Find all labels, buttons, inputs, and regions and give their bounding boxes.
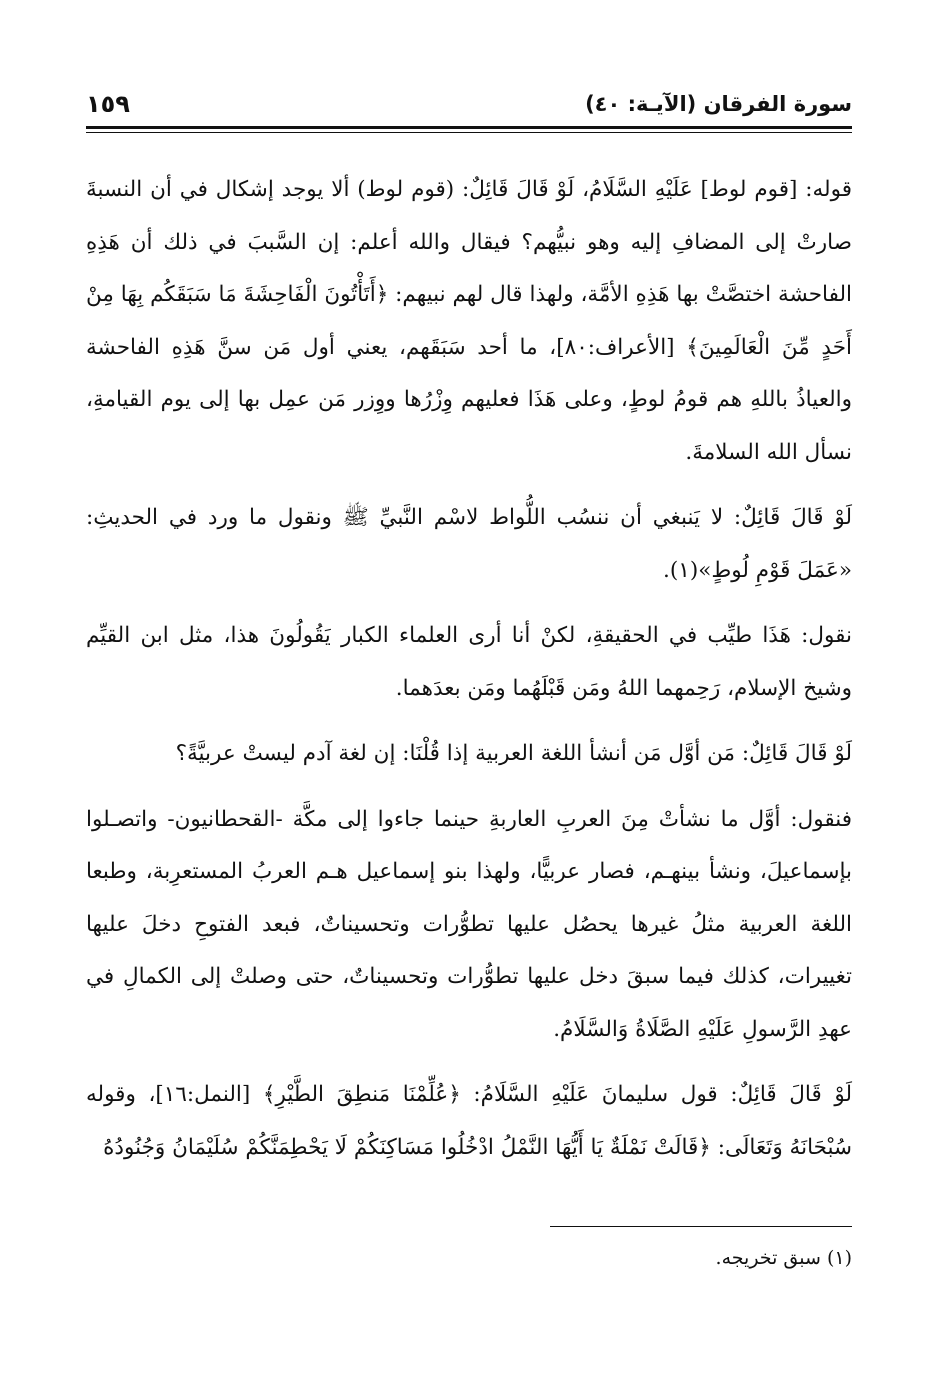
header-rule-thin	[86, 132, 852, 133]
page-number: ١٥٩	[86, 90, 130, 118]
paragraph-6: لَوْ قَالَ قَائِلٌ: قول سليمانَ عَلَيْهِ السَّلَامُ: ﴿عُلِّمْنَا مَنطِقَ الطَّيْرِ﴾ [النمل:١٦]، وقوله سُبْحَانَهُ وَتَعَالَى: ﴿قَالَتْ نَمْلَةٌ يَا أَيُّهَا النَّمْلُ ادْخُلُوا مَسَاكِنَكُمْ لَا يَحْطِمَنَّكُمْ سُلَيْمَانُ وَجُنُودُهُ	[86, 1082, 852, 1160]
running-title: سورة الفرقان (الآيـة: ٤٠)	[585, 92, 852, 116]
paragraph-1: قوله: [قوم لوط] عَلَيْهِ السَّلَامُ، لَوْ قَالَ قَائِلٌ: (قوم لوط) ألا يوجد إشكال في أن النسبةَ صارتْ إلى المضافِ إليه وهو نبيُّهم؟ فيقال والله أعلم: إن السَّببَ في ذلك أن هَذِهِ الفاحشة اختصَّتْ بها هَذِهِ الأمَّة، ولهذا قال لهم نبيهم: ﴿أَتَأْتُونَ الْفَاحِشَةَ مَا سَبَقَكُم بِهَا مِنْ أَحَدٍ مِّنَ الْعَالَمِينَ﴾ [الأعراف:٨٠]، ما أحد سَبَقَهم، يعني أول مَن سنَّ هَذِهِ الفاحشة والعياذُ باللهِ هم قومُ لوطٍ، وعلى هَذَا فعليهم وِزْرُها ووِزر مَن عمِل بها إلى يوم القيامةِ، نسأل الله السلامةَ.	[86, 177, 852, 465]
paragraph-4: لَوْ قَالَ قَائِلٌ: مَن أوَّل مَن أنشأ اللغة العربية إذا قُلْنَا: إن لغة آدم ليستْ عربيَّةً؟	[175, 741, 852, 766]
paragraph-2: لَوْ قَالَ قَائِلٌ: لا يَنبغي أن ننسُب اللُّواط لاسْم النَّبيِّ ﷺ ونقول ما ورد في الحديثِ: «عَمَلَ قَوْمِ لُوطٍ»(١).	[86, 505, 852, 583]
page-header	[86, 86, 852, 128]
footnote: (١) سبق تخريجه.	[715, 1247, 852, 1269]
footnote-separator	[550, 1226, 852, 1227]
paragraph-5: فنقول: أوَّل ما نشأتْ مِنَ العربِ العاربةِ حينما جاءوا إلى مكَّة -القحطانيون- واتصـلوا بإسماعيلَ، ونشأ بينهـم، فصار عربيًّا، ولهذا بنو إسماعيل هـم العربُ المستعرِبة، وطبعا اللغة العربية مثلُ غيرها يحصُل عليها تطوُّرات وتحسيناتٌ، فبعد الفتوحِ دخلَ عليها تغييرات، كذلك فيما سبقَ دخل عليها تطوُّرات وتحسيناتٌ، حتى وصلتْ إلى الكمالِ في عهدِ الرَّسولِ عَلَيْهِ الصَّلَاةُ وَالسَّلَامُ.	[86, 806, 852, 1042]
main-text	[86, 164, 852, 1187]
paragraph-3: نقول: هَذَا طيِّب في الحقيقةِ، لكنْ أنا أرى العلماء الكبار يَقُولُونَ هذا، مثل ابن القيِّم وشيخ الإسلام، رَحِمهما اللهُ ومَن قَبْلَهُما ومَن بعدَهما.	[86, 623, 852, 701]
header-rule	[86, 126, 852, 129]
